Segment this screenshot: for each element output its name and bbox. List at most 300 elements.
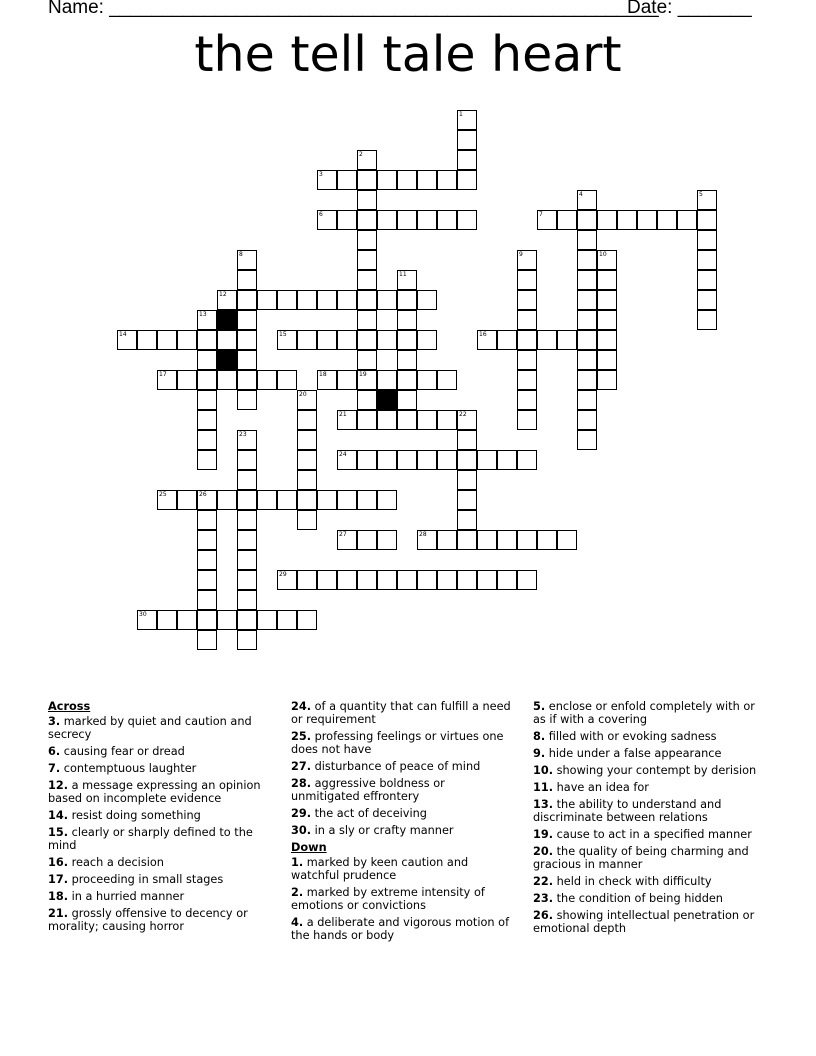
grid-cell[interactable] (417, 290, 437, 310)
clue-text: a deliberate and vigorous motion of the hands or body (291, 916, 510, 942)
grid-cell[interactable] (157, 370, 177, 390)
clue-number: 27 (339, 531, 347, 538)
grid-cell[interactable] (337, 490, 357, 510)
grid-cell[interactable] (257, 370, 277, 390)
grid-cell[interactable] (177, 610, 197, 630)
grid-cell[interactable] (237, 330, 257, 350)
across-clue (48, 856, 274, 869)
grid-block (377, 390, 397, 410)
grid-cell[interactable] (577, 370, 597, 390)
grid-cell[interactable] (357, 150, 377, 170)
grid-cell[interactable] (377, 370, 397, 390)
clue-column-2 (291, 700, 517, 946)
across-clue (48, 745, 274, 758)
down-clue (533, 909, 759, 935)
grid-cell[interactable] (357, 310, 377, 330)
grid-cell[interactable] (377, 410, 397, 430)
grid-cell[interactable] (377, 530, 397, 550)
grid-cell[interactable] (657, 210, 677, 230)
down-clue (291, 886, 517, 912)
grid-cell[interactable] (597, 310, 617, 330)
clue-number-label: 10. (533, 764, 554, 777)
grid-cell[interactable] (337, 170, 357, 190)
across-clue (291, 824, 517, 837)
grid-cell[interactable] (577, 410, 597, 430)
clue-number-label: 4. (291, 916, 304, 929)
grid-cell[interactable] (517, 530, 537, 550)
grid-cell[interactable] (197, 430, 217, 450)
clue-number-label: 24. (291, 700, 312, 713)
grid-cell[interactable] (537, 530, 557, 550)
grid-cell[interactable] (457, 410, 477, 430)
grid-cell[interactable] (357, 490, 377, 510)
grid-cell[interactable] (337, 370, 357, 390)
grid-cell[interactable] (237, 510, 257, 530)
grid-block (217, 310, 237, 330)
grid-cell[interactable] (197, 490, 217, 510)
grid-cell[interactable] (337, 210, 357, 230)
clue-text: disturbance of peace of mind (311, 760, 481, 773)
grid-cell[interactable] (237, 290, 257, 310)
grid-cell[interactable] (697, 310, 717, 330)
grid-cell[interactable] (597, 250, 617, 270)
across-clue (291, 777, 517, 803)
clue-number-label: 3. (48, 715, 61, 728)
grid-cell[interactable] (697, 210, 717, 230)
clue-number: 19 (359, 371, 367, 378)
clue-number-label: 5. (533, 700, 546, 713)
grid-cell[interactable] (457, 470, 477, 490)
grid-cell[interactable] (197, 630, 217, 650)
down-clue (533, 828, 759, 841)
grid-cell[interactable] (237, 370, 257, 390)
grid-cell[interactable] (177, 330, 197, 350)
clue-number: 2 (359, 151, 363, 158)
grid-cell[interactable] (297, 390, 317, 410)
across-heading: Across (48, 700, 91, 713)
grid-cell[interactable] (597, 350, 617, 370)
grid-cell[interactable] (597, 370, 617, 390)
grid-cell[interactable] (457, 490, 477, 510)
grid-cell[interactable] (457, 430, 477, 450)
down-clue (533, 875, 759, 888)
clue-number: 15 (279, 331, 287, 338)
clue-number: 7 (539, 211, 543, 218)
clue-number-label: 17. (48, 873, 69, 886)
grid-cell[interactable] (517, 390, 537, 410)
grid-cell[interactable] (377, 570, 397, 590)
down-clue (533, 747, 759, 760)
grid-cell[interactable] (397, 170, 417, 190)
grid-cell[interactable] (577, 310, 597, 330)
clue-text: filled with or evoking sadness (545, 730, 717, 743)
grid-cell[interactable] (357, 190, 377, 210)
grid-cell[interactable] (397, 270, 417, 290)
grid-cell[interactable] (197, 530, 217, 550)
grid-cell[interactable] (397, 450, 417, 470)
clue-number: 11 (399, 271, 407, 278)
grid-cell[interactable] (437, 410, 457, 430)
grid-cell[interactable] (377, 330, 397, 350)
grid-cell[interactable] (437, 530, 457, 550)
across-clue (291, 700, 517, 726)
grid-cell[interactable] (577, 250, 597, 270)
clue-number: 9 (519, 251, 523, 258)
grid-cell[interactable] (397, 410, 417, 430)
grid-cell[interactable] (517, 370, 537, 390)
grid-cell[interactable] (437, 450, 457, 470)
grid-cell[interactable] (457, 450, 477, 470)
clue-number: 12 (219, 291, 227, 298)
grid-cell[interactable] (197, 510, 217, 530)
grid-cell[interactable] (297, 290, 317, 310)
grid-cell[interactable] (417, 210, 437, 230)
clue-text: have an idea for (553, 781, 649, 794)
grid-cell[interactable] (237, 470, 257, 490)
grid-cell[interactable] (457, 130, 477, 150)
grid-cell[interactable] (317, 170, 337, 190)
grid-cell[interactable] (537, 330, 557, 350)
grid-cell[interactable] (317, 330, 337, 350)
clue-number: 20 (299, 391, 307, 398)
grid-cell[interactable] (337, 570, 357, 590)
grid-cell[interactable] (237, 550, 257, 570)
grid-cell[interactable] (417, 330, 437, 350)
grid-cell[interactable] (517, 310, 537, 330)
grid-cell[interactable] (357, 170, 377, 190)
grid-cell[interactable] (497, 570, 517, 590)
grid-cell[interactable] (637, 210, 657, 230)
grid-cell[interactable] (417, 530, 437, 550)
grid-cell[interactable] (497, 450, 517, 470)
grid-cell[interactable] (397, 310, 417, 330)
clue-number-label: 21. (48, 907, 69, 920)
grid-cell[interactable] (137, 610, 157, 630)
clue-number-label: 29. (291, 807, 312, 820)
grid-cell[interactable] (517, 250, 537, 270)
grid-cell[interactable] (237, 610, 257, 630)
grid-cell[interactable] (337, 410, 357, 430)
grid-cell[interactable] (457, 110, 477, 130)
grid-cell[interactable] (257, 490, 277, 510)
grid-cell[interactable] (577, 190, 597, 210)
across-clue (291, 807, 517, 820)
grid-cell[interactable] (317, 210, 337, 230)
grid-cell[interactable] (577, 430, 597, 450)
grid-cell[interactable] (237, 430, 257, 450)
grid-cell[interactable] (457, 510, 477, 530)
grid-cell[interactable] (477, 570, 497, 590)
grid-cell[interactable] (217, 290, 237, 310)
grid-cell[interactable] (277, 330, 297, 350)
grid-cell[interactable] (297, 430, 317, 450)
grid-cell[interactable] (217, 370, 237, 390)
grid-cell[interactable] (197, 370, 217, 390)
grid-cell[interactable] (357, 270, 377, 290)
clue-text: grossly offensive to decency or morality; causing horror (48, 907, 248, 933)
clue-number-label: 27. (291, 760, 312, 773)
grid-cell[interactable] (277, 490, 297, 510)
grid-cell[interactable] (417, 450, 437, 470)
clue-number: 23 (239, 431, 247, 438)
grid-cell[interactable] (377, 210, 397, 230)
grid-cell[interactable] (457, 530, 477, 550)
grid-cell[interactable] (237, 490, 257, 510)
grid-cell[interactable] (437, 170, 457, 190)
grid-cell[interactable] (197, 450, 217, 470)
clue-number-label: 30. (291, 824, 312, 837)
clue-number: 14 (119, 331, 127, 338)
grid-cell[interactable] (357, 410, 377, 430)
grid-cell[interactable] (297, 450, 317, 470)
clue-number: 26 (199, 491, 207, 498)
down-clue (533, 845, 759, 871)
grid-cell[interactable] (517, 570, 537, 590)
clue-text: aggressive boldness or unmitigated effrontery (291, 777, 445, 803)
down-heading: Down (291, 841, 327, 854)
clue-number: 30 (139, 611, 147, 618)
across-clue (48, 779, 274, 805)
grid-cell[interactable] (157, 610, 177, 630)
grid-cell[interactable] (237, 630, 257, 650)
clue-number: 25 (159, 491, 167, 498)
grid-cell[interactable] (117, 330, 137, 350)
clue-number-label: 2. (291, 886, 304, 899)
grid-cell[interactable] (397, 330, 417, 350)
grid-cell[interactable] (517, 330, 537, 350)
grid-cell[interactable] (597, 270, 617, 290)
grid-cell[interactable] (437, 370, 457, 390)
grid-cell[interactable] (477, 530, 497, 550)
grid-cell[interactable] (237, 270, 257, 290)
grid-cell[interactable] (317, 290, 337, 310)
grid-cell[interactable] (317, 490, 337, 510)
grid-cell[interactable] (297, 570, 317, 590)
grid-cell[interactable] (217, 610, 237, 630)
grid-cell[interactable] (417, 570, 437, 590)
down-clue (533, 700, 759, 726)
grid-cell[interactable] (557, 530, 577, 550)
grid-cell[interactable] (357, 390, 377, 410)
across-clue (48, 907, 274, 933)
across-clue (48, 890, 274, 903)
clue-text: held in check with difficulty (553, 875, 712, 888)
down-clue (533, 781, 759, 794)
grid-cell[interactable] (357, 570, 377, 590)
down-clue (291, 916, 517, 942)
clue-number-label: 15. (48, 826, 69, 839)
clue-number-label: 13. (533, 798, 554, 811)
grid-cell[interactable] (377, 290, 397, 310)
grid-cell[interactable] (577, 270, 597, 290)
grid-cell[interactable] (337, 530, 357, 550)
grid-cell[interactable] (457, 170, 477, 190)
grid-cell[interactable] (457, 570, 477, 590)
grid-cell[interactable] (197, 410, 217, 430)
grid-cell[interactable] (197, 570, 217, 590)
grid-cell[interactable] (597, 210, 617, 230)
clue-text: the condition of being hidden (553, 892, 723, 905)
grid-cell[interactable] (477, 450, 497, 470)
grid-cell[interactable] (417, 370, 437, 390)
grid-block (217, 350, 237, 370)
grid-cell[interactable] (397, 570, 417, 590)
grid-cell[interactable] (577, 210, 597, 230)
grid-cell[interactable] (357, 370, 377, 390)
grid-cell[interactable] (437, 210, 457, 230)
grid-cell[interactable] (237, 570, 257, 590)
grid-cell[interactable] (497, 330, 517, 350)
grid-cell[interactable] (397, 290, 417, 310)
grid-cell[interactable] (177, 370, 197, 390)
grid-cell[interactable] (577, 230, 597, 250)
grid-cell[interactable] (357, 530, 377, 550)
grid-cell[interactable] (157, 330, 177, 350)
grid-cell[interactable] (197, 550, 217, 570)
clue-text: showing intellectual penetration or emotional depth (533, 909, 755, 935)
grid-cell[interactable] (297, 490, 317, 510)
grid-cell[interactable] (197, 310, 217, 330)
clue-number: 21 (339, 411, 347, 418)
grid-cell[interactable] (377, 170, 397, 190)
clue-number: 6 (319, 211, 323, 218)
grid-cell[interactable] (237, 350, 257, 370)
grid-cell[interactable] (197, 590, 217, 610)
grid-cell[interactable] (237, 390, 257, 410)
grid-cell[interactable] (457, 210, 477, 230)
grid-cell[interactable] (697, 270, 717, 290)
grid-cell[interactable] (577, 330, 597, 350)
grid-cell[interactable] (297, 330, 317, 350)
grid-cell[interactable] (237, 530, 257, 550)
clue-number-label: 18. (48, 890, 69, 903)
clue-column-1 (48, 700, 274, 937)
clue-number: 18 (319, 371, 327, 378)
grid-cell[interactable] (237, 310, 257, 330)
date-field-label: Date: _______ (627, 0, 752, 18)
grid-cell[interactable] (417, 170, 437, 190)
clue-number-label: 8. (533, 730, 546, 743)
grid-cell[interactable] (257, 610, 277, 630)
grid-cell[interactable] (537, 210, 557, 230)
grid-cell[interactable] (277, 570, 297, 590)
grid-cell[interactable] (277, 290, 297, 310)
clue-number: 1 (459, 111, 463, 118)
grid-cell[interactable] (197, 350, 217, 370)
grid-cell[interactable] (477, 330, 497, 350)
grid-cell[interactable] (697, 190, 717, 210)
grid-cell[interactable] (577, 290, 597, 310)
grid-cell[interactable] (337, 450, 357, 470)
grid-cell[interactable] (197, 390, 217, 410)
grid-cell[interactable] (557, 330, 577, 350)
grid-cell[interactable] (357, 450, 377, 470)
grid-cell[interactable] (277, 370, 297, 390)
grid-cell[interactable] (377, 490, 397, 510)
grid-cell[interactable] (557, 210, 577, 230)
grid-cell[interactable] (297, 610, 317, 630)
grid-cell[interactable] (357, 290, 377, 310)
grid-cell[interactable] (697, 230, 717, 250)
clue-text: the ability to understand and discriminate between relations (533, 798, 722, 824)
clue-number-label: 20. (533, 845, 554, 858)
grid-cell[interactable] (597, 290, 617, 310)
clue-number-label: 9. (533, 747, 546, 760)
clue-number-label: 11. (533, 781, 554, 794)
grid-cell[interactable] (217, 330, 237, 350)
clue-text: professing feelings or virtues one does not have (291, 730, 504, 756)
grid-cell[interactable] (517, 410, 537, 430)
grid-cell[interactable] (397, 350, 417, 370)
grid-cell[interactable] (157, 490, 177, 510)
grid-cell[interactable] (357, 250, 377, 270)
grid-cell[interactable] (317, 370, 337, 390)
clue-number-label: 22. (533, 875, 554, 888)
grid-cell[interactable] (457, 150, 477, 170)
clue-number: 24 (339, 451, 347, 458)
grid-cell[interactable] (297, 510, 317, 530)
grid-cell[interactable] (237, 590, 257, 610)
grid-cell[interactable] (437, 570, 457, 590)
grid-cell[interactable] (277, 610, 297, 630)
grid-cell[interactable] (697, 250, 717, 270)
grid-cell[interactable] (517, 290, 537, 310)
grid-cell[interactable] (257, 290, 277, 310)
grid-cell[interactable] (577, 350, 597, 370)
clue-text: a message expressing an opinion based on incomplete evidence (48, 779, 261, 805)
clue-number: 29 (279, 571, 287, 578)
grid-cell[interactable] (517, 270, 537, 290)
grid-cell[interactable] (297, 410, 317, 430)
grid-cell[interactable] (177, 490, 197, 510)
grid-cell[interactable] (337, 330, 357, 350)
grid-cell[interactable] (397, 370, 417, 390)
clue-number-label: 26. (533, 909, 554, 922)
grid-cell[interactable] (357, 350, 377, 370)
grid-cell[interactable] (197, 330, 217, 350)
grid-cell[interactable] (577, 390, 597, 410)
grid-cell[interactable] (597, 330, 617, 350)
grid-cell[interactable] (617, 210, 637, 230)
clue-number: 22 (459, 411, 467, 418)
grid-cell[interactable] (357, 210, 377, 230)
grid-cell[interactable] (137, 330, 157, 350)
grid-cell[interactable] (697, 290, 717, 310)
grid-cell[interactable] (417, 410, 437, 430)
grid-cell[interactable] (377, 450, 397, 470)
grid-cell[interactable] (337, 290, 357, 310)
grid-cell[interactable] (497, 530, 517, 550)
grid-cell[interactable] (357, 330, 377, 350)
grid-cell[interactable] (517, 350, 537, 370)
clue-text: the quality of being charming and gracious in manner (533, 845, 749, 871)
grid-cell[interactable] (517, 450, 537, 470)
grid-cell[interactable] (237, 450, 257, 470)
clue-text: clearly or sharply defined to the mind (48, 826, 253, 852)
clue-number-label: 1. (291, 856, 304, 869)
grid-cell[interactable] (357, 230, 377, 250)
grid-cell[interactable] (237, 250, 257, 270)
grid-cell[interactable] (317, 570, 337, 590)
clue-number-label: 23. (533, 892, 554, 905)
grid-cell[interactable] (397, 210, 417, 230)
grid-cell[interactable] (217, 490, 237, 510)
grid-cell[interactable] (397, 390, 417, 410)
clue-number-label: 25. (291, 730, 312, 743)
grid-cell[interactable] (677, 210, 697, 230)
grid-cell[interactable] (197, 610, 217, 630)
grid-cell[interactable] (297, 470, 317, 490)
